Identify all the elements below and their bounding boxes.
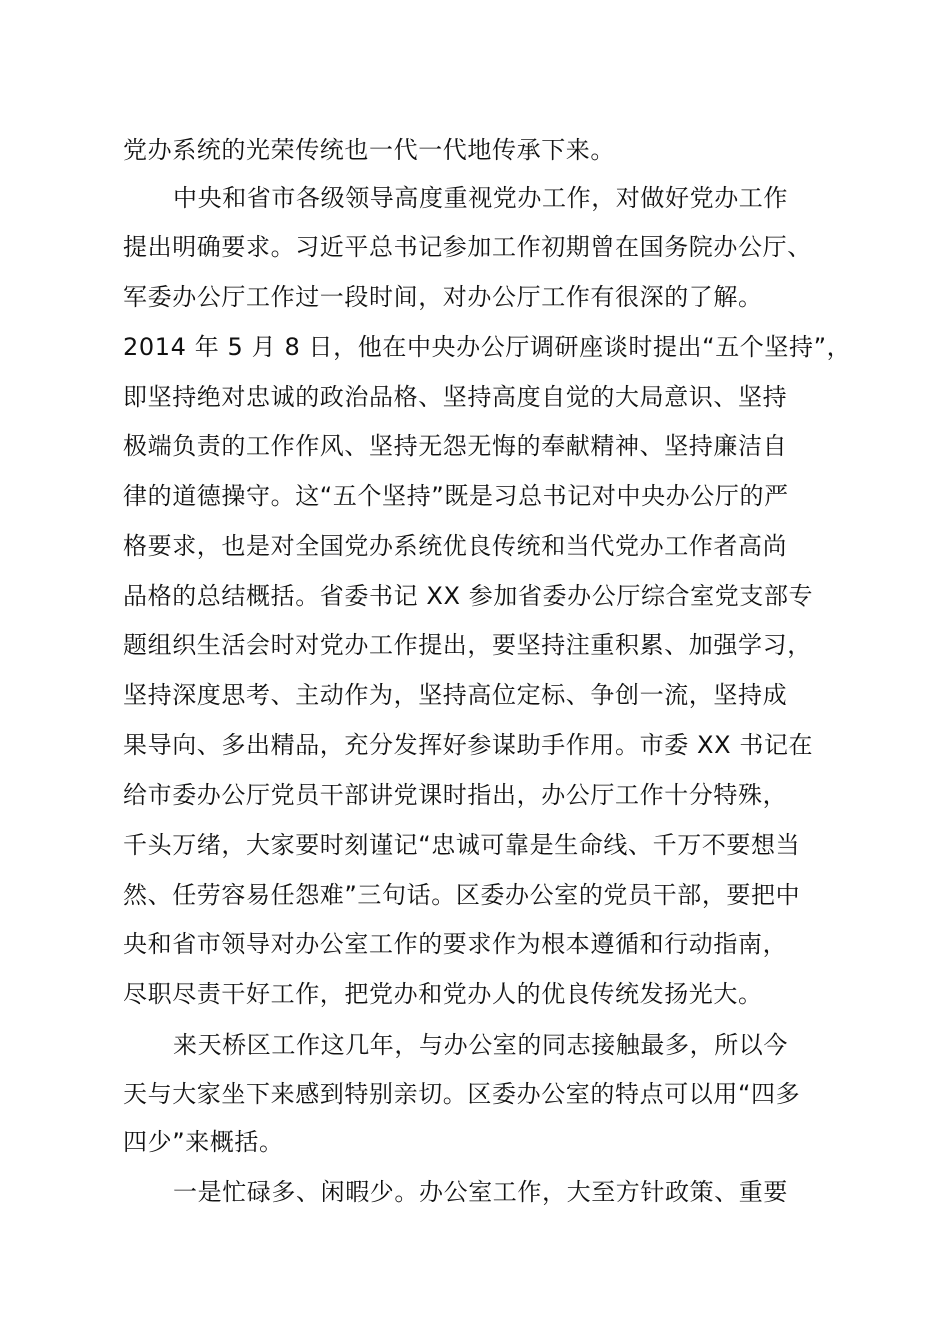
text-line: 题组织生活会时对党办工作提出，要坚持注重积累、加强学习， [123, 631, 812, 659]
text-line: 坚持深度思考、主动作为，坚持高位定标、争创一流，坚持成 [123, 681, 788, 709]
text-line: 党办系统的光荣传统也一代一代地传承下来。 [123, 136, 615, 164]
text-line: 来天桥区工作这几年，与办公室的同志接触最多，所以今 [173, 1031, 788, 1059]
text-line: 提出明确要求。习近平总书记参加工作初期曾在国务院办公厅、 [123, 233, 812, 261]
text-line: 律的道德操守。这“五个坚持”既是习总书记对中央办公厅的严 [123, 482, 789, 510]
text-line: 央和省市领导对办公室工作的要求作为根本遵循和行动指南， [123, 930, 788, 958]
text-line: 给市委办公厅党员干部讲党课时指出，办公厅工作十分特殊， [123, 781, 788, 809]
text-line: 2014 年 5 月 8 日，他在中央办公厅调研座谈时提出“五个坚持”， [123, 333, 852, 361]
text-line: 格要求，也是对全国党办系统优良传统和当代党办工作者高尚 [123, 532, 788, 560]
text-line: 中央和省市各级领导高度重视党办工作，对做好党办工作 [173, 184, 788, 212]
text-line: 然、任劳容易任怨难”三句话。区委办公室的党员干部，要把中 [123, 881, 801, 909]
text-line: 即坚持绝对忠诚的政治品格、坚持高度自觉的大局意识、坚持 [123, 383, 788, 411]
text-line: 军委办公厅工作过一段时间，对办公厅工作有很深的了解。 [123, 283, 763, 311]
text-line: 一是忙碌多、闲暇少。办公室工作，大至方针政策、重要 [173, 1178, 788, 1206]
text-line: 千头万绪，大家要时刻谨记“忠诚可靠是生命线、千万不要想当 [123, 831, 801, 859]
text-line: 极端负责的工作作风、坚持无怨无悔的奉献精神、坚持廉洁自 [123, 432, 788, 460]
text-line: 尽职尽责干好工作，把党办和党办人的优良传统发扬光大。 [123, 980, 763, 1008]
text-line: 天与大家坐下来感到特别亲切。区委办公室的特点可以用“四多 [123, 1080, 801, 1108]
text-line: 品格的总结概括。省委书记 XX 参加省委办公厅综合室党支部专 [123, 582, 814, 610]
text-line: 果导向、多出精品，充分发挥好参谋助手作用。市委 XX 书记在 [123, 731, 814, 759]
text-line: 四少”来概括。 [123, 1128, 284, 1156]
